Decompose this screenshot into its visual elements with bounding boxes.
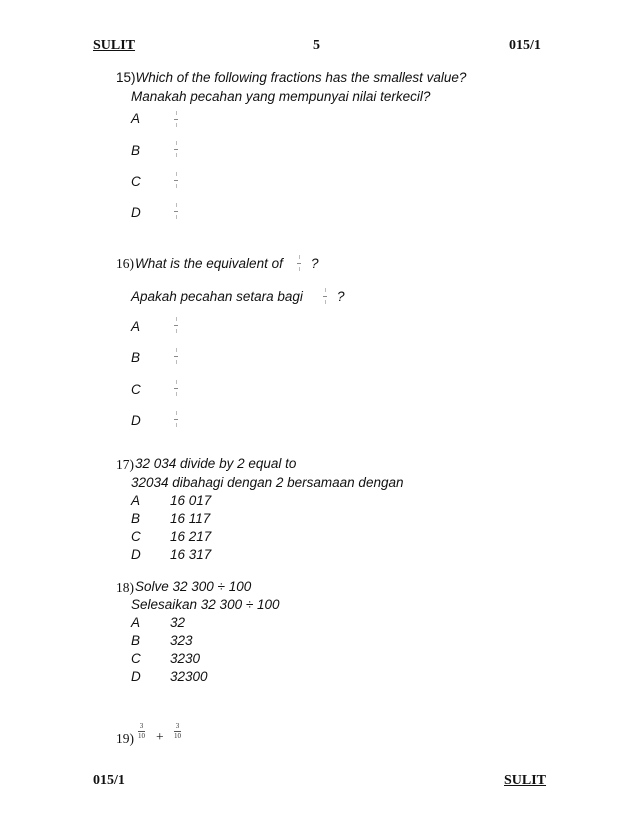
q19-number: 19) xyxy=(116,731,134,746)
q16-fraction-ms xyxy=(322,288,328,304)
header-sulit: SULIT xyxy=(93,38,136,53)
q16-qmark-en: ? xyxy=(311,256,319,271)
q18-option-d-letter: D xyxy=(131,669,141,684)
q19-fraction-1-denominator: 10 xyxy=(138,732,145,740)
q15-text-ms: Manakah pecahan yang mempunyai nilai terkecil? xyxy=(131,89,431,104)
footer-sulit: SULIT xyxy=(504,773,547,788)
q18-text-en: Solve 32 300 ÷ 100 xyxy=(135,579,252,594)
q16-text-en: What is the equivalent of xyxy=(135,256,283,271)
q16-qmark-ms: ? xyxy=(337,289,345,304)
q15-option-b: B xyxy=(131,143,141,158)
header-code: 015/1 xyxy=(509,38,541,53)
q16-fraction-d xyxy=(173,411,179,427)
q16-fraction-a xyxy=(173,317,179,333)
q17-option-d-letter: D xyxy=(131,547,141,562)
q18-option-a-letter: A xyxy=(131,615,141,630)
q19-fraction-1-numerator: 3 xyxy=(139,722,144,730)
q18-option-c-letter: C xyxy=(131,651,141,666)
q15-text-en xyxy=(116,70,466,85)
q15-number: 15) xyxy=(116,70,136,85)
q17-option-a-value: 16 017 xyxy=(170,493,212,508)
q18-option-d-value: 32300 xyxy=(170,669,208,684)
q15-fraction-b xyxy=(173,141,179,157)
q18-option-c-value: 3230 xyxy=(170,651,201,666)
q17-option-b-letter: B xyxy=(131,511,141,526)
q16-text-ms: Apakah pecahan setara bagi xyxy=(131,289,303,304)
q18-option-a-value: 32 xyxy=(170,615,186,630)
q15-option-c: C xyxy=(131,174,141,189)
q19-fraction-1 xyxy=(138,723,145,740)
q15-fraction-c xyxy=(173,172,179,188)
q15-fraction-a xyxy=(173,111,179,127)
q16-option-a: A xyxy=(131,319,141,334)
q19-plus: + xyxy=(156,729,164,744)
q16-option-b: B xyxy=(131,350,141,365)
q17-option-b-value: 16 117 xyxy=(170,511,211,526)
q17-option-a-letter: A xyxy=(131,493,141,508)
q16-option-c: C xyxy=(131,382,141,397)
q16-number: 16) xyxy=(116,256,134,271)
q19-fraction-2 xyxy=(174,723,181,740)
q18-option-b-letter: B xyxy=(131,633,141,648)
q15-option-a: A xyxy=(131,111,141,126)
footer-code: 015/1 xyxy=(93,773,125,788)
q16-fraction-c xyxy=(173,380,179,396)
q18-number: 18) xyxy=(116,580,134,595)
q17-option-d-value: 16 317 xyxy=(170,547,212,562)
q16-fraction-en xyxy=(296,255,302,271)
q17-text-ms: 32034 dibahagi dengan 2 bersamaan dengan xyxy=(131,475,404,490)
q18-text-ms: Selesaikan 32 300 ÷ 100 xyxy=(131,597,280,612)
q18-option-b-value: 323 xyxy=(170,633,193,648)
q16-fraction-b xyxy=(173,348,179,364)
q16-option-d: D xyxy=(131,413,141,428)
q17-option-c-value: 16 217 xyxy=(170,529,212,544)
q19-fraction-2-numerator: 3 xyxy=(175,722,180,730)
q17-text-en: 32 034 divide by 2 equal to xyxy=(135,456,297,471)
q19-fraction-2-denominator: 10 xyxy=(174,732,181,740)
q17-option-c-letter: C xyxy=(131,529,141,544)
page-number: 5 xyxy=(313,38,320,53)
q15-option-d: D xyxy=(131,205,141,220)
q17-number: 17) xyxy=(116,457,134,472)
q15-english: Which of the following fractions has the smallest value? xyxy=(135,70,467,85)
q15-fraction-d xyxy=(173,203,179,219)
